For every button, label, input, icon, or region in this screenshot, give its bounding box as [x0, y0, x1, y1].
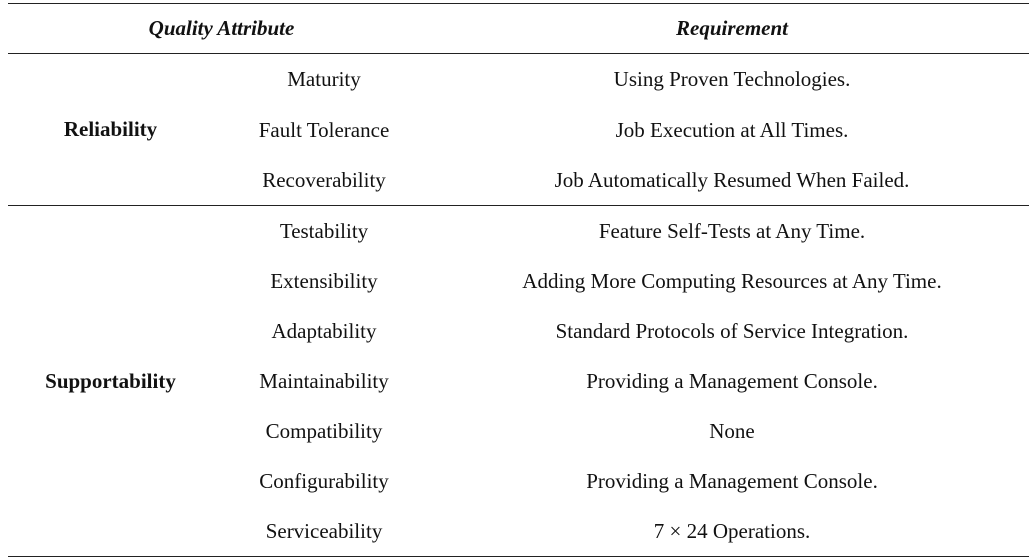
- table-row: [8, 54, 1029, 106]
- requirement-cell: Adding More Computing Resources at Any Time.: [522, 268, 942, 293]
- attribute-cell: Configurability: [259, 468, 389, 493]
- attribute-cell: Extensibility: [270, 268, 378, 293]
- header-quality-attribute: Quality Attribute: [8, 4, 435, 54]
- group-supportability: [8, 206, 1029, 557]
- attribute-cell: Compatibility: [265, 418, 383, 443]
- group-reliability: [8, 54, 1029, 206]
- requirement-cell: Using Proven Technologies.: [613, 67, 851, 91]
- attribute-cell: Recoverability: [213, 155, 435, 206]
- quality-attributes-table: [8, 3, 1029, 557]
- table-header: [8, 4, 1029, 54]
- requirement-cell: Job Execution at All Times.: [615, 117, 849, 142]
- attribute-cell: Maturity: [287, 67, 361, 91]
- requirement-cell: Providing a Management Console.: [586, 468, 878, 493]
- header-requirement: Requirement: [435, 4, 1029, 54]
- requirement-cell: Feature Self-Tests at Any Time.: [598, 218, 866, 243]
- attribute-cell: Fault Tolerance: [258, 117, 390, 142]
- group-label-supportability: Supportability: [8, 206, 213, 557]
- requirement-cell: None: [709, 418, 755, 443]
- attribute-cell: Adaptability: [271, 318, 377, 343]
- requirement-cell: Job Automatically Resumed When Failed.: [435, 155, 1029, 206]
- table-row: [8, 206, 1029, 257]
- group-label-reliability: Reliability: [8, 54, 213, 206]
- requirement-cell: Providing a Management Console.: [586, 368, 878, 393]
- header-row: [8, 4, 1029, 54]
- attribute-cell: Testability: [279, 218, 369, 243]
- attribute-cell: Serviceability: [213, 506, 435, 557]
- attribute-cell: Maintainability: [259, 368, 389, 393]
- requirement-cell: Standard Protocols of Service Integration.: [555, 318, 909, 343]
- requirement-cell: 7 × 24 Operations.: [435, 506, 1029, 557]
